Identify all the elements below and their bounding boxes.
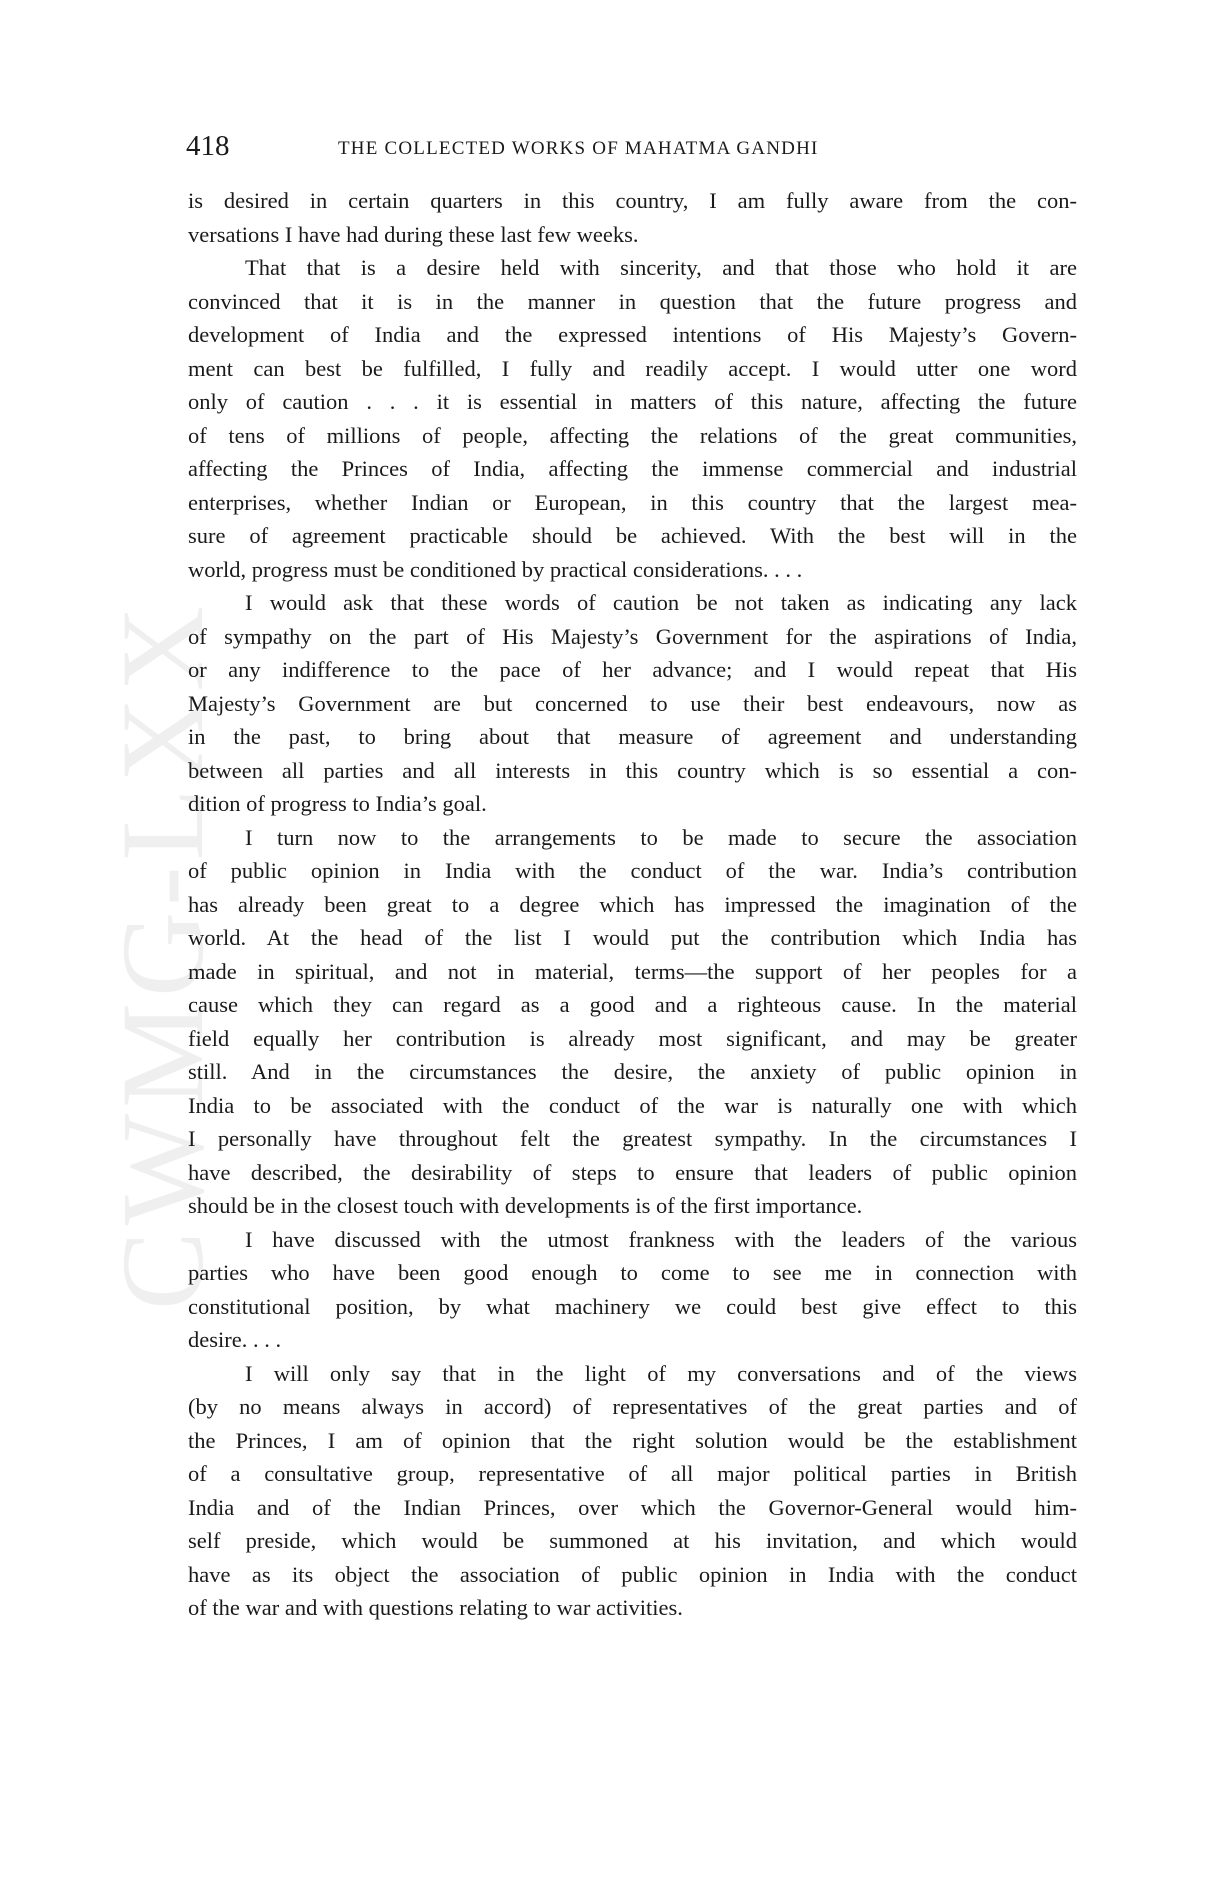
text-line: should be in the closest touch with developments is of the first importance.: [188, 1193, 863, 1218]
text-line: self preside, which would be summoned at his invitation, and which would: [188, 1528, 1077, 1553]
text-line: in the past, to bring about that measure of agreement and understanding: [188, 724, 1077, 749]
text-line: of a consultative group, representative of all major political parties in British: [188, 1461, 1077, 1486]
page-header: [186, 130, 1076, 166]
text-line: has already been great to a degree which has impressed the imagination of the: [188, 891, 1077, 917]
text-line: India and of the Indian Princes, over which the Governor-General would him-: [188, 1494, 1077, 1520]
text-line: development of India and the expressed intentions of His Majesty’s Govern-: [188, 322, 1077, 347]
text-line: I would ask that these words of caution be not taken as indicating any lack: [245, 590, 1077, 615]
text-line: dition of progress to India’s goal.: [188, 791, 487, 816]
text-line: versations I have had during these last few weeks.: [188, 221, 639, 247]
text-line: world, progress must be conditioned by practical considerations. . . .: [188, 556, 803, 582]
text-line: (by no means always in accord) of representatives of the great parties and of: [188, 1394, 1077, 1419]
text-line: made in spiritual, and not in material, terms—the support of her peoples for a: [188, 958, 1077, 984]
text-line: still. And in the circumstances the desire, the anxiety of public opinion in: [188, 1059, 1077, 1084]
text-line: field equally her contribution is already most significant, and may be greater: [188, 1025, 1077, 1051]
text-line: I turn now to the arrangements to be made to secure the association: [245, 824, 1077, 850]
text-line: enterprises, whether Indian or European, in this country that the largest mea-: [188, 489, 1077, 515]
text-line: between all parties and all interests in this country which is so essential a con-: [188, 757, 1077, 783]
paragraph: [188, 184, 1077, 251]
text-line: desire. . . .: [188, 1327, 282, 1352]
text-line: cause which they can regard as a good and a righteous cause. In the material: [188, 992, 1077, 1017]
body-text: [188, 184, 1077, 1625]
text-line: I will only say that in the light of my conversations and of the views: [245, 1360, 1077, 1386]
text-line: India to be associated with the conduct of the war is naturally one with which: [188, 1092, 1077, 1118]
text-line: constitutional position, by what machinery we could best give effect to this: [188, 1293, 1077, 1319]
text-line: affecting the Princes of India, affecting the immense commercial and industrial: [188, 456, 1077, 481]
text-line: or any indifference to the pace of her advance; and I would repeat that His: [188, 657, 1077, 682]
page-number: 418: [186, 130, 230, 162]
text-line: only of caution . . . it is essential in matters of this nature, affecting the future: [188, 389, 1077, 414]
text-line: world. At the head of the list I would put the contribution which India has: [188, 925, 1077, 950]
paragraph: [188, 586, 1077, 821]
text-line: have as its object the association of public opinion in India with the conduct: [188, 1561, 1077, 1587]
text-line: convinced that it is in the manner in question that the future progress and: [188, 288, 1077, 314]
text-line: of tens of millions of people, affecting the relations of the great communities,: [188, 422, 1077, 448]
text-line: That that is a desire held with sincerity, and that those who hold it are: [245, 255, 1077, 280]
text-line: have described, the desirability of steps to ensure that leaders of public opinion: [188, 1159, 1077, 1185]
paragraph: [188, 251, 1077, 586]
paragraph: [188, 1223, 1077, 1357]
text-line: the Princes, I am of opinion that the right solution would be the establishment: [188, 1427, 1077, 1453]
text-line: parties who have been good enough to come to see me in connection with: [188, 1260, 1077, 1285]
text-line: of sympathy on the part of His Majesty’s Government for the aspirations of India,: [188, 623, 1077, 649]
text-line: sure of agreement practicable should be achieved. With the best will in the: [188, 523, 1077, 548]
text-line: I have discussed with the utmost frankness with the leaders of the various: [245, 1226, 1077, 1252]
watermark: CWMG-LXX: [97, 599, 228, 1311]
text-line: is desired in certain quarters in this country, I am fully aware from the con-: [188, 188, 1077, 213]
text-line: of public opinion in India with the conduct of the war. India’s contribution: [188, 858, 1077, 883]
text-line: Majesty’s Government are but concerned to use their best endeavours, now as: [188, 690, 1077, 716]
paragraph: [188, 821, 1077, 1223]
text-line: I personally have throughout felt the greatest sympathy. In the circumstances I: [188, 1126, 1077, 1151]
text-line: ment can best be fulfilled, I fully and readily accept. I would utter one word: [188, 355, 1077, 381]
running-head: THE COLLECTED WORKS OF MAHATMA GANDHI: [338, 138, 819, 159]
paragraph: [188, 1357, 1077, 1625]
text-line: of the war and with questions relating to war activities.: [188, 1595, 683, 1620]
